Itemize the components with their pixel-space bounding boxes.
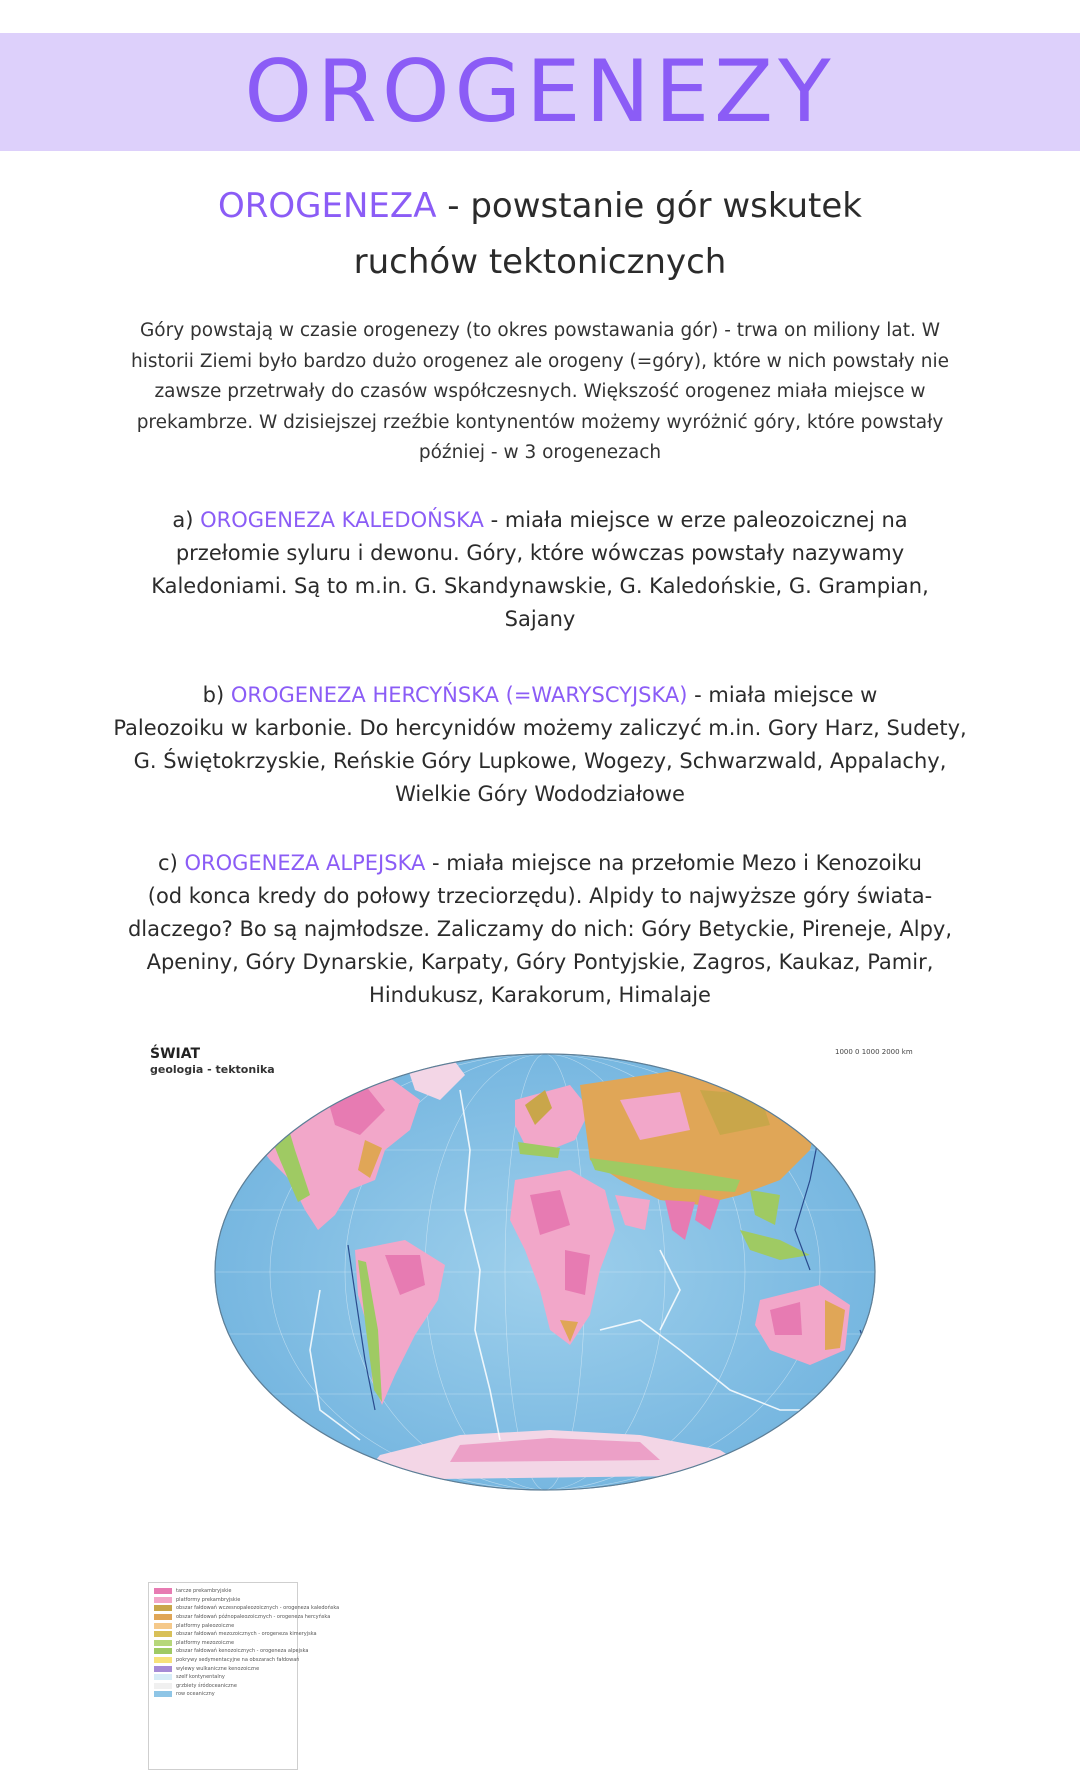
intro-line: prekambrze. W dzisiejszej rzeźbie kontynentów możemy wyróżnić góry, które powstały: [136, 411, 944, 433]
intro-line: później - w 3 orogenezach: [418, 442, 662, 463]
map-title: ŚWIAT: [150, 1046, 201, 1062]
tectonic-world-map: [120, 1030, 940, 1698]
legend-swatch: [154, 1640, 172, 1646]
legend-swatch: [154, 1605, 172, 1611]
definition-text: - powstanie gór wskutek: [436, 186, 862, 226]
map-subtitle: geologia - tektonika: [150, 1063, 275, 1076]
legend-item: [154, 1613, 331, 1622]
section-line: dlaczego? Bo są najmłodsze. Zaliczamy do nich: Góry Betyckie, Pireneje, Alpy,: [127, 917, 953, 941]
intro-line: Góry powstają w czasie orogenezy (to okres powstawania gór) - trwa on miliony lat. W: [139, 320, 941, 341]
definition-line-2: ruchów tektonicznych: [353, 242, 727, 282]
legend-item: [154, 1682, 292, 1691]
legend-label: obszar fałdowań późnopaleozoicznych - orogeneza hercyńska: [176, 1614, 331, 1621]
legend-item: [154, 1664, 292, 1673]
legend-swatch: [154, 1683, 172, 1689]
section-line: (od konca kredy do połowy trzeciorzędu). Alpidy to najwyższe góry świata-: [147, 884, 933, 908]
legend-label: szelf kontynentalny: [176, 1674, 225, 1681]
legend-label: tarcze prekambryjskie: [176, 1588, 232, 1595]
legend-item: [154, 1690, 292, 1699]
section-caledonian: [90, 504, 990, 636]
legend-item: [154, 1604, 340, 1613]
map-graphic: [120, 1030, 940, 1500]
section-name: OROGENEZA HERCYŃSKA (=WARYSCYJSKA): [230, 683, 688, 707]
section-line: Hindukusz, Karakorum, Himalaje: [369, 983, 711, 1007]
section-line: G. Świętokrzyskie, Reńskie Góry Lupkowe, Wogezy, Schwarzwald, Appalachy,: [133, 749, 947, 773]
legend-swatch: [154, 1691, 172, 1697]
legend-item: [154, 1639, 292, 1648]
legend-swatch: [154, 1666, 172, 1672]
title-banner: [0, 33, 1080, 151]
legend-swatch: [154, 1623, 172, 1629]
map-scale-bar: 1000 0 1000 2000 km: [835, 1048, 913, 1056]
legend-swatch: [154, 1674, 172, 1680]
section-prefix: a): [172, 508, 201, 532]
section-text: - miała miejsce na przełomie Mezo i Kenozoiku: [425, 851, 922, 875]
section-line: przełomie syluru i dewonu. Góry, które wówczas powstały nazywamy: [175, 541, 905, 565]
legend-item: [154, 1596, 292, 1605]
legend-item: [154, 1630, 317, 1639]
legend-swatch: [154, 1648, 172, 1654]
legend-item: [154, 1621, 292, 1630]
legend-swatch: [154, 1588, 172, 1594]
section-heading-line: [90, 847, 990, 880]
intro-line: historii Ziemi było bardzo dużo orogenez ale orogeny (=góry), które w nich powstały nie: [130, 350, 949, 372]
section-line: Paleozoiku w karbonie. Do hercynidów możemy zaliczyć m.in. Gory Harz, Sudety,: [113, 716, 967, 740]
section-prefix: b): [202, 683, 231, 707]
section-heading-line: [90, 679, 990, 712]
legend-label: obszar fałdowań mezozoicznych - orogeneza kimeryjska: [176, 1631, 317, 1638]
page-title: OROGENEZY: [244, 42, 836, 142]
section-text: - miała miejsce w: [687, 683, 878, 707]
legend-label: platformy paleozoiczne: [176, 1622, 235, 1629]
legend-label: platformy prekambryjskie: [176, 1596, 241, 1603]
legend-item: [154, 1587, 292, 1596]
legend-item: [154, 1673, 292, 1682]
section-name: OROGENEZA KALEDOŃSKA: [200, 508, 484, 532]
legend-swatch: [154, 1657, 172, 1663]
intro-line: zawsze przetrwały do czasów współczesnych. Większość orogenez miała miejsce w: [154, 381, 926, 402]
section-line: Sajany: [504, 607, 576, 631]
section-alpine: [90, 847, 990, 1012]
definition-line-1: [0, 178, 1080, 234]
section-heading-line: [90, 504, 990, 537]
section-hercynian: [90, 679, 990, 811]
section-name: OROGENEZA ALPEJSKA: [184, 851, 426, 875]
legend-item: [154, 1647, 309, 1656]
section-line: Kaledoniami. Są to m.in. G. Skandynawskie, G. Kaledońskie, G. Grampian,: [151, 574, 929, 598]
legend-label: wylewy wulkaniczne kenozoiczne: [176, 1665, 260, 1672]
section-prefix: c): [158, 851, 185, 875]
legend-label: pokrywy sedymentacyjne na obszarach fałdowań: [176, 1657, 300, 1664]
legend-swatch: [154, 1631, 172, 1637]
intro-paragraph: [100, 316, 980, 469]
section-text: - miała miejsce w erze paleozoicznej na: [483, 508, 908, 532]
section-line: Wielkie Góry Wododziałowe: [395, 782, 685, 806]
section-line: Apeniny, Góry Dynarskie, Karpaty, Góry Pontyjskie, Zagros, Kaukaz, Pamir,: [146, 950, 934, 974]
map-legend: [148, 1582, 340, 1770]
legend-label: row oceaniczny: [176, 1691, 215, 1698]
legend-label: platformy mezozoiczne: [176, 1639, 235, 1646]
legend-label: obszar fałdowań kenozoicznych - orogeneza alpejska: [176, 1648, 309, 1655]
legend-swatch: [154, 1614, 172, 1620]
legend-label: obszar fałdowań wczesnopaleozoicznych - orogeneza kaledońska: [176, 1605, 340, 1612]
legend-swatch: [154, 1597, 172, 1603]
legend-item: [154, 1656, 300, 1665]
definition-block: [0, 178, 1080, 290]
definition-term: OROGENEZA: [218, 186, 437, 226]
legend-label: grzbiety śródoceaniczne: [176, 1682, 237, 1689]
